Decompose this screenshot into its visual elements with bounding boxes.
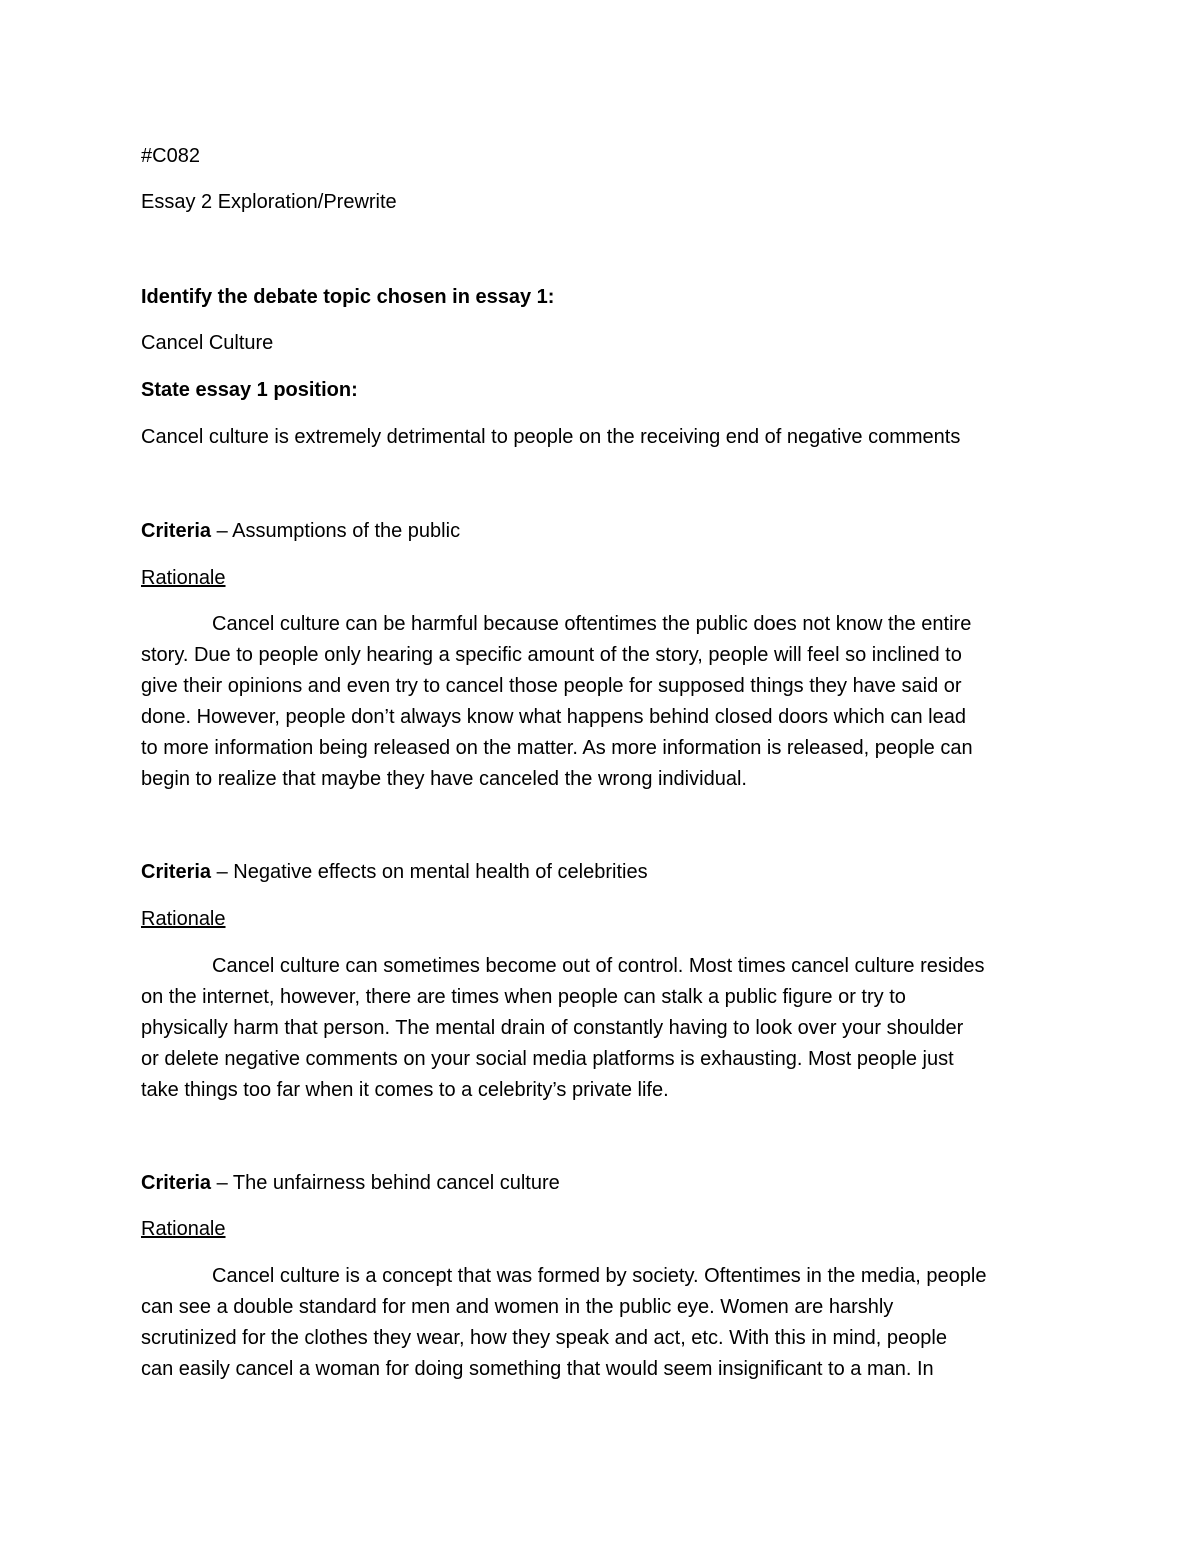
paragraph-line: on the internet, however, there are times when people can stalk a public figure or try to — [141, 986, 906, 1008]
criteria-label: Criteria — [141, 520, 212, 542]
criteria-label: Criteria — [141, 861, 212, 883]
criteria-heading — [141, 860, 648, 884]
paragraph-line: story. Due to people only hearing a specific amount of the story, people will feel so inclined to — [141, 644, 962, 666]
criteria-text: – Negative effects on mental health of celebrities — [211, 861, 648, 883]
paragraph-line: take things too far when it comes to a celebrity’s private life. — [141, 1079, 669, 1101]
question-position-answer: Cancel culture is extremely detrimental to people on the receiving end of negative comments — [141, 426, 961, 448]
criteria-text: – The unfairness behind cancel culture — [211, 1172, 560, 1194]
paragraph-line: Cancel culture can be harmful because oftentimes the public does not know the entire — [212, 613, 972, 635]
question-topic-label: Identify the debate topic chosen in essay 1: — [141, 286, 555, 308]
criteria-heading — [141, 1171, 560, 1195]
question-position-label: State essay 1 position: — [141, 379, 358, 401]
document-id: #C082 — [141, 145, 200, 167]
criteria-text: – Assumptions of the public — [211, 520, 461, 542]
rationale-paragraph — [141, 609, 1061, 795]
question-topic-answer: Cancel Culture — [141, 332, 274, 354]
criteria-heading — [141, 519, 460, 543]
paragraph-line: done. However, people don’t always know what happens behind closed doors which can lead — [141, 706, 966, 728]
document-title: Essay 2 Exploration/Prewrite — [141, 191, 397, 213]
rationale-heading: Rationale — [141, 1218, 226, 1240]
rationale-paragraph — [141, 951, 1061, 1106]
paragraph-line: or delete negative comments on your social media platforms is exhausting. Most people just — [141, 1048, 954, 1070]
paragraph-line: scrutinized for the clothes they wear, how they speak and act, etc. With this in mind, people — [141, 1327, 947, 1349]
paragraph-line: physically harm that person. The mental drain of constantly having to look over your shoulder — [141, 1017, 964, 1039]
paragraph-line: can see a double standard for men and women in the public eye. Women are harshly — [141, 1296, 894, 1318]
criteria-label: Criteria — [141, 1172, 212, 1194]
paragraph-line: give their opinions and even try to cancel those people for supposed things they have said or — [141, 675, 962, 697]
rationale-heading: Rationale — [141, 908, 226, 930]
paragraph-line: Cancel culture can sometimes become out of control. Most times cancel culture resides — [212, 955, 985, 977]
paragraph-line: Cancel culture is a concept that was formed by society. Oftentimes in the media, people — [212, 1265, 987, 1287]
rationale-paragraph — [141, 1261, 1061, 1385]
paragraph-line: to more information being released on the matter. As more information is released, people can — [141, 737, 973, 759]
rationale-heading: Rationale — [141, 567, 226, 589]
paragraph-line: begin to realize that maybe they have canceled the wrong individual. — [141, 768, 747, 790]
paragraph-line: can easily cancel a woman for doing something that would seem insignificant to a man. In — [141, 1358, 934, 1380]
